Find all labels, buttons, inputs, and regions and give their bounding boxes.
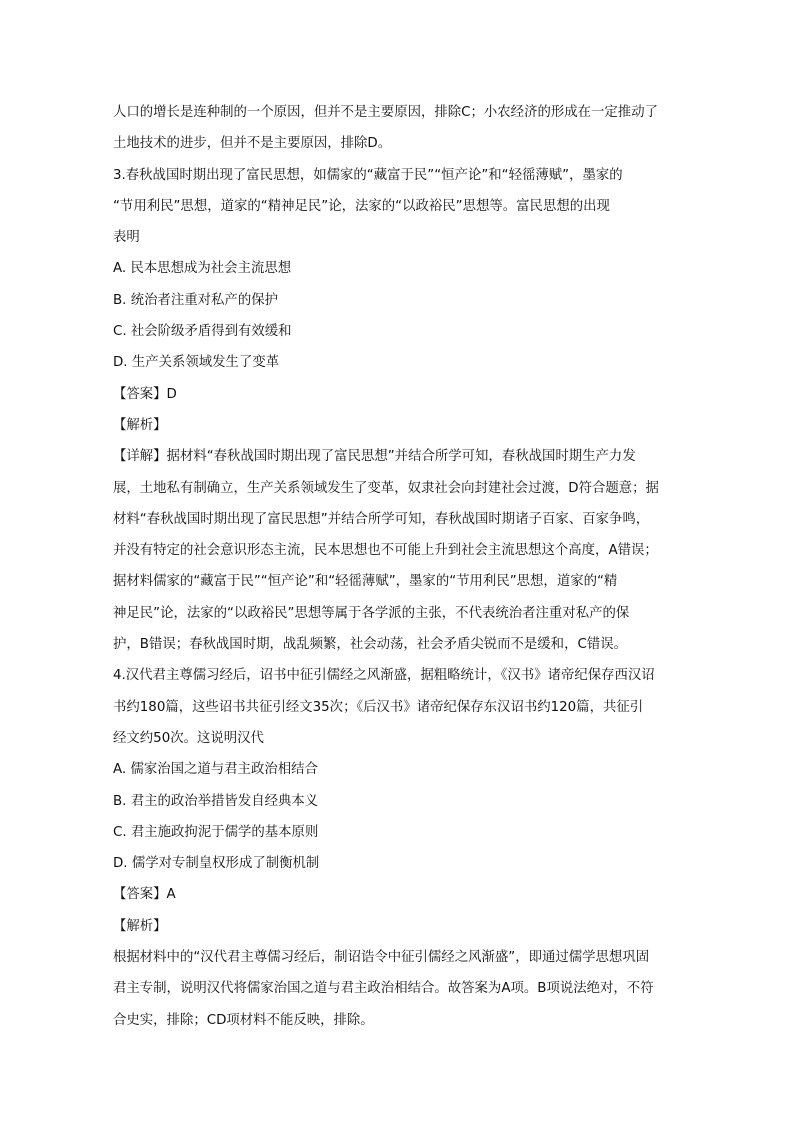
- question-4-stem: 书约180篇，这些诏书共征引经文35次；《后汉书》诸帝纪保存东汉诏书约120篇，共征引: [113, 699, 644, 715]
- question-3-explanation: 展，土地私有制确立，生产关系领域发生了变革，奴隶社会向封建社会过渡，D符合题意；据: [113, 480, 659, 496]
- question-3-explanation: 据材料儒家的“藏富于民”“恒产论”和“轻徭薄赋”，墨家的“节用利民”思想，道家的“精: [113, 574, 618, 590]
- question-3-option-c: C. 社会阶级矛盾得到有效缓和: [113, 324, 292, 340]
- question-3-stem: “节用利民”思想，道家的“精神足民”论，法家的“以政裕民”思想等。富民思想的出现: [113, 198, 610, 214]
- question-3-stem: 3.春秋战国时期出现了富民思想，如儒家的“藏富于民”“恒产论”和“轻徭薄赋”，墨家的: [113, 167, 623, 183]
- question-4-analysis-heading: 【解析】: [113, 918, 167, 934]
- text-line: 土地技术的进步，但并不是主要原因，排除D。: [113, 136, 392, 152]
- question-3-explanation: 【详解】据材料“春秋战国时期出现了富民思想”并结合所学可知，春秋战国时期生产力发: [113, 449, 636, 465]
- question-4-explanation: 合史实，排除；CD项材料不能反映，排除。: [113, 1012, 374, 1028]
- question-4-explanation: 根据材料中的“汉代君主尊儒习经后，制诏诰令中征引儒经之风渐盛”，即通过儒学思想巩固: [113, 950, 650, 966]
- question-3-option-d: D. 生产关系领域发生了变革: [113, 355, 280, 371]
- question-4-explanation: 君主专制，说明汉代将儒家治国之道与君主政治相结合。故答案为A项。B项说法绝对，不符: [113, 981, 654, 997]
- question-3-explanation: 护，B错误；春秋战国时期，战乱频繁，社会动荡，社会矛盾尖锐而不是缓和，C错误。: [113, 637, 627, 653]
- question-3-explanation: 材料“春秋战国时期出现了富民思想”并结合所学可知，春秋战国时期诸子百家、百家争鸣，: [113, 511, 650, 527]
- text-line: 人口的增长是连种制的一个原因，但并不是主要原因，排除C；小农经济的形成在一定推动了: [113, 105, 658, 120]
- question-3-analysis-heading: 【解析】: [113, 417, 167, 433]
- question-4-option-d: D. 儒学对专制皇权形成了制衡机制: [113, 856, 320, 872]
- question-4-option-a: A. 儒家治国之道与君主政治相结合: [113, 762, 318, 778]
- question-4-option-b: B. 君主的政治举措皆发自经典本义: [113, 793, 319, 809]
- question-3-answer: 【答案】D: [113, 386, 177, 402]
- question-4-stem: 4.汉代君主尊儒习经后，诏书中征引儒经之风渐盛，据粗略统计，《汉书》诸帝纪保存西汉诏: [113, 668, 655, 684]
- question-4-stem: 经文约50次。这说明汉代: [113, 730, 264, 746]
- question-3-explanation: 并没有特定的社会意识形态主流，民本思想也不可能上升到社会主流思想这个高度，A错误；: [113, 543, 658, 559]
- document-page: [113, 97, 685, 1036]
- question-4-answer: 【答案】A: [113, 887, 176, 903]
- question-3-stem: 表明: [113, 230, 140, 246]
- question-3-option-b: B. 统治者注重对私产的保护: [113, 292, 278, 308]
- question-3-option-a: A. 民本思想成为社会主流思想: [113, 261, 292, 277]
- question-4-option-c: C. 君主施政拘泥于儒学的基本原则: [113, 824, 319, 840]
- question-3-explanation: 神足民”论，法家的“以政裕民”思想等属于各学派的主张，不代表统治者注重对私产的保: [113, 605, 630, 621]
